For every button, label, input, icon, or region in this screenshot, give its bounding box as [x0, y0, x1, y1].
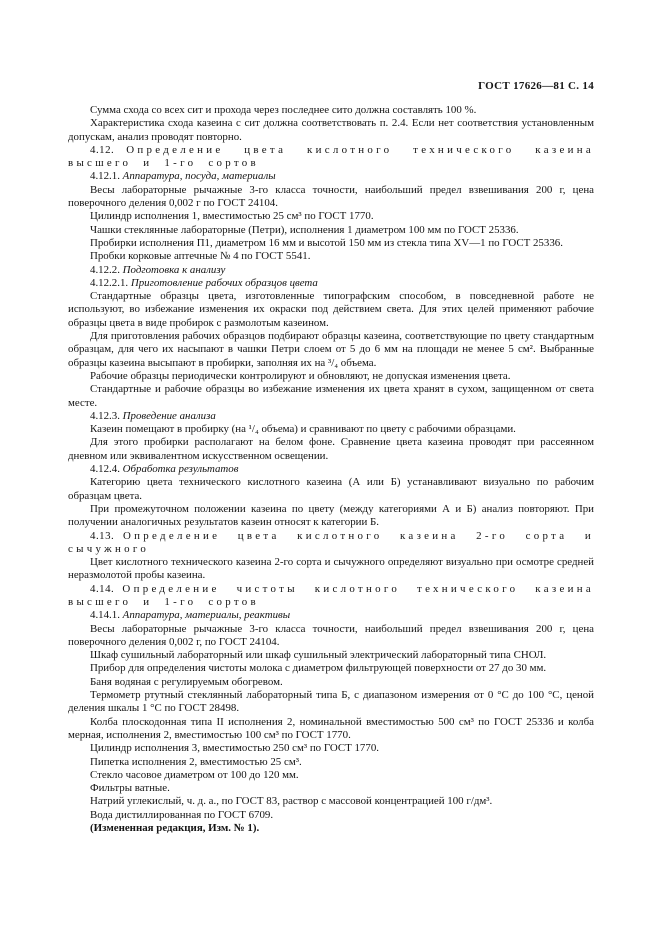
heading-text: Аппаратура, материалы, реактивы	[122, 609, 291, 622]
heading-text: Определение чистоты кислотного технического казеина высшего и 1-го сортов	[68, 582, 594, 608]
heading-number: 4.12.4.	[90, 463, 123, 476]
heading-number: 4.13.	[90, 529, 123, 542]
heading-number: 4.14.	[90, 582, 123, 595]
heading-number: 4.12.3.	[90, 409, 123, 422]
paragraph: Пробки корковые аптечные № 4 по ГОСТ 5541.	[90, 250, 311, 263]
subsection-heading	[68, 170, 594, 183]
subsection-heading	[68, 410, 594, 423]
paragraph: Пипетка исполнения 2, вместимостью 25 см³.	[90, 755, 302, 768]
paragraph: При промежуточном положении казеина по цвету (между категориями А и Б) анализ повторяют. При получении аналогичных результатов казеин относят к категории Б.	[68, 502, 594, 529]
paragraph: Фильтры ватные.	[90, 782, 170, 795]
document-content	[68, 104, 594, 835]
subsection-heading	[68, 609, 594, 622]
heading-number: 4.12.1.	[90, 170, 123, 183]
paragraph: Цилиндр исполнения 3, вместимостью 250 см³ по ГОСТ 1770.	[90, 742, 379, 755]
paragraph: Стандартные образцы цвета, изготовленные типографским способом, в повседневной работе не используют, во избежание изменения их окраски под действием света. Для этих целей применяют рабочие образцы цвета в виде пробирок с размолотым казеином.	[68, 290, 594, 329]
paragraph: Пробирки исполнения П1, диаметром 16 мм и высотой 150 мм из стекла типа XV—1 по ГОСТ 25336.	[90, 236, 563, 249]
paragraph: Весы лабораторные рычажные 3-го класса точности, наибольший предел взвешивания 200 г, цена поверочного деления 0,002 г, по ГОСТ 24104.	[68, 622, 594, 648]
subsection-heading	[68, 264, 594, 277]
paragraph: Вода дистиллированная по ГОСТ 6709.	[90, 808, 274, 821]
heading-number: 4.14.1.	[90, 609, 123, 622]
subsection-heading	[68, 277, 594, 290]
paragraph: Характеристика схода казеина с сит должна соответствовать п. 2.4. Если нет соответствия установленным допускам, анализ проводят повторно.	[68, 117, 594, 143]
paragraph: Рабочие образцы периодически контролируют и обновляют, не допуская изменения цвета.	[90, 369, 511, 382]
heading-text: Подготовка к анализу	[122, 263, 226, 276]
subsection-heading	[68, 463, 594, 476]
paragraph: Цилиндр исполнения 1, вместимостью 25 см³ по ГОСТ 1770.	[90, 210, 374, 223]
heading-text: Определение цвета кислотного технического казеина высшего и 1-го сортов	[68, 143, 594, 170]
heading-text: Аппаратура, посуда, материалы	[122, 170, 276, 183]
paragraph: Для этого пробирки располагают на белом фоне. Сравнение цвета казеина проводят при рассеянном дневном или эквивалентном искусственном освещении.	[68, 436, 594, 462]
paragraph: Баня водяная с регулируемым обогревом.	[90, 675, 283, 688]
heading-text: Проведение анализа	[122, 409, 216, 422]
paragraph: Чашки стеклянные лабораторные (Петри), исполнения 1 диаметром 100 мм по ГОСТ 25336.	[90, 223, 519, 236]
heading-number: 4.12.2.	[90, 263, 123, 276]
paragraph: Колба плоскодонная типа II исполнения 2, номинальной вместимостью 500 см³ по ГОСТ 25336 и колба мерная, исполнения 2, вместимостью 100 см³ по ГОСТ 1770.	[68, 715, 594, 741]
paragraph: Шкаф сушильный лабораторный или шкаф сушильный электрический лабораторный типа СНОЛ.	[90, 649, 547, 662]
paragraph: Натрий углекислый, ч. д. а., по ГОСТ 83, раствор с массовой концентрацией 100 г/дм³.	[90, 795, 493, 808]
heading-text: Определение цвета кислотного казеина 2-го сорта и сычужного	[68, 529, 594, 555]
paragraph: Стандартные и рабочие образцы во избежание изменения их цвета хранят в сухом, защищенном от света месте.	[68, 383, 594, 409]
paragraph: Категорию цвета технического кислотного казеина (А или Б) устанавливают визуально по рабочим образцам цвета.	[68, 476, 594, 502]
paragraph: Прибор для определения чистоты молока с диаметром фильтрующей поверхности от 27 до 30 мм.	[90, 662, 547, 675]
heading-number: 4.12.	[90, 143, 127, 156]
paragraph: Стекло часовое диаметром от 100 до 120 мм.	[90, 768, 299, 781]
heading-number: 4.12.2.1.	[90, 276, 131, 289]
paragraph: Цвет кислотного технического казеина 2-го сорта и сычужного определяют визуально при осмотре средней неразмолотой пробы казеина.	[68, 556, 594, 582]
revision-note: (Измененная редакция, Изм. № 1).	[90, 822, 260, 835]
section-heading	[68, 144, 594, 171]
paragraph: Казеин помещают в пробирку (на ¹/₄ объема) и сравнивают по цвету с рабочими образцами.	[90, 423, 516, 436]
heading-text: Приготовление рабочих образцов цвета	[130, 276, 318, 289]
section-heading	[68, 530, 594, 557]
page-header: ГОСТ 17626—81 С. 14	[478, 80, 594, 92]
paragraph: Весы лабораторные рычажные 3-го класса точности, наибольший предел взвешивания 200 г, цена поверочного деления 0,002 г по ГОСТ 24104.	[68, 183, 594, 210]
paragraph: Для приготовления рабочих образцов подбирают образцы казеина, соответствующие по цвету стандартным образцам, для чего их насыпают в чашки Петри слоем от 5 до 6 мм на площади не менее 5 см². Выбранные образцы казеина высыпают в пробирки, заполняя их на ³/₄ объема.	[68, 330, 594, 369]
paragraph: Термометр ртутный стеклянный лабораторный типа Б, с диапазоном измерения от 0 °С до 100 °С, ценой деления шкалы 1 °С по ГОСТ 28498.	[68, 689, 594, 715]
section-heading	[68, 583, 594, 610]
heading-text: Обработка результатов	[122, 463, 239, 476]
paragraph: Сумма схода со всех сит и прохода через последнее сито должна составлять 100 %.	[90, 104, 477, 116]
